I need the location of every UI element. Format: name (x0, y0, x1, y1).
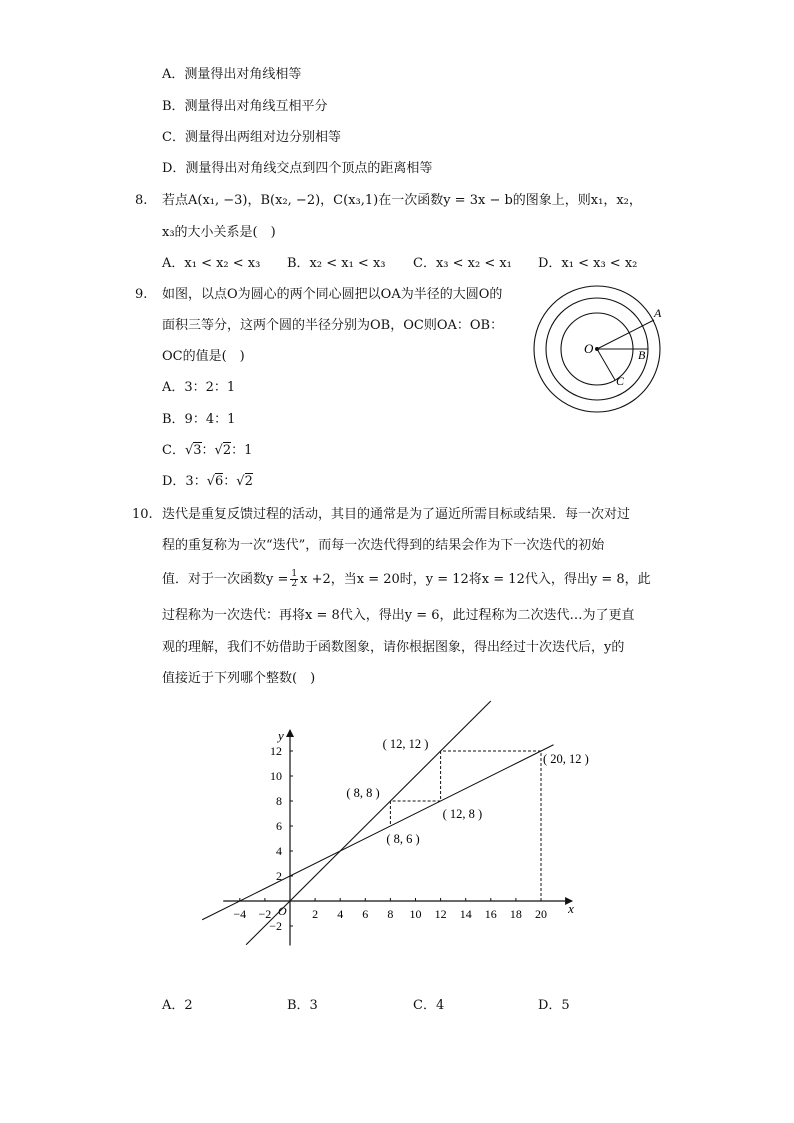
q9-stem-line1: 如图，以点O为圆心的两个同心圆把以OA为半径的大圆O的 (162, 287, 503, 302)
q10-stem-line1: 迭代是重复反馈过程的活动，其目的通常是为了逼近所需目标或结果．每一次对过 (162, 507, 631, 522)
label-o: O (584, 341, 594, 356)
y-tick-label: 10 (270, 769, 282, 783)
x-tick-label: −4 (233, 907, 247, 921)
x-tick-label: 18 (509, 907, 522, 921)
sqrt-symbol: √ (214, 443, 223, 458)
q10-option-a: A．2 (162, 998, 193, 1013)
option-prefix: D．3： (162, 474, 207, 489)
q10-stem-line3 (162, 570, 651, 589)
q7-option-c: C．测量得出两组对边分别相等 (162, 130, 341, 145)
point-label: ( 12, 12 ) (382, 737, 429, 751)
x-tick-label: 10 (409, 907, 422, 921)
x-tick-label: 20 (535, 907, 547, 921)
sqrt-symbol: √ (236, 474, 245, 489)
x-tick-label: 2 (312, 907, 319, 921)
q8-stem-line1: 若点A(x₁, −3)，B(x₂, −2)，C(x₃,1)在一次函数y = 3x − b的图象上，则x₁，x₂， (162, 193, 642, 208)
x-tick-label: 12 (434, 907, 447, 921)
q9-stem-line2: 面积三等分，这两个圆的半径分别为OB，OC则OA：OB： (162, 318, 504, 333)
fraction (290, 570, 298, 589)
q8-option-d: D．x₁ < x₃ < x₂ (538, 256, 638, 271)
point-label: ( 20, 12 ) (543, 752, 589, 766)
x-tick-label: 8 (387, 907, 394, 921)
option-prefix: C． (162, 443, 185, 458)
stem-text: x +2，当x = 20时，y = 12将x = 12代入，得出y = 8，此 (300, 572, 651, 587)
radicand: 6 (215, 474, 224, 489)
sqrt-symbol: √ (206, 474, 215, 489)
radius-oc (597, 349, 615, 380)
y-tick-label: 12 (270, 744, 282, 758)
ratio-separator: ： (201, 443, 215, 458)
q8-number: 8. (135, 193, 148, 208)
iteration-graph (190, 700, 590, 970)
q7-option-d: D．测量得出对角线交点到四个顶点的距离相等 (162, 161, 433, 176)
x-axis-label: x (568, 901, 574, 916)
q10-stem-line4: 过程称为一次迭代：再将x = 8代入，得出y = 6，此过程称为二次迭代…为了更直 (162, 608, 635, 623)
q8-stem-line2: x₃的大小关系是( ) (162, 225, 276, 240)
center-point (595, 347, 599, 351)
origin-label: O (278, 904, 287, 918)
q9-option-b: B．9：4：1 (162, 412, 236, 427)
q8-option-b: B．x₂ < x₁ < x₃ (287, 256, 386, 271)
q8-option-a: A．x₁ < x₂ < x₃ (162, 256, 261, 271)
x-tick-label: −2 (258, 907, 272, 921)
ratio-separator: ：1 (231, 443, 253, 458)
concentric-circles-figure (530, 282, 670, 422)
y-tick-label: 2 (276, 869, 282, 883)
q9-option-d (162, 474, 253, 490)
q9-stem-line3: OC的值是( ) (162, 349, 245, 364)
point-label: ( 8, 6 ) (386, 832, 420, 846)
line-half-x-plus-2 (202, 745, 553, 920)
radicand: 2 (244, 474, 253, 489)
label-a: A (654, 306, 662, 320)
y-tick-label: 6 (276, 819, 282, 833)
q7-option-b: B．测量得出对角线互相平分 (162, 99, 328, 114)
q10-option-d: D．5 (538, 998, 570, 1013)
stem-text: 值．对于一次函数y = (162, 572, 289, 587)
x-tick-label: 16 (484, 907, 497, 921)
radicand: 3 (193, 443, 202, 458)
q10-stem-line5: 观的理解，我们不妨借助于函数图象，请你根据图象，得出经过十次迭代后，y的 (162, 640, 625, 655)
fraction-numerator: 1 (291, 569, 298, 579)
q9-option-a: A．3：2：1 (162, 380, 236, 395)
q10-stem-line2: 程的重复称为一次“迭代”，而每一次迭代得到的结果会作为下一次迭代的初始 (162, 538, 605, 553)
y-tick-label: 8 (276, 794, 282, 808)
y-tick-label: −2 (269, 919, 282, 933)
q9-option-c (162, 443, 252, 459)
label-c: C (616, 374, 625, 388)
q10-number: 10. (132, 507, 153, 522)
x-tick-label: 14 (459, 907, 472, 921)
x-tick-label: 4 (337, 907, 344, 921)
y-axis-label: y (278, 728, 284, 743)
q10-stem-line6: 值接近于下列哪个整数( ) (162, 671, 316, 686)
point-label: ( 8, 8 ) (346, 786, 380, 800)
y-tick-label: 4 (276, 844, 282, 858)
label-b: B (638, 348, 646, 362)
point-label: ( 12, 8 ) (442, 807, 483, 821)
sqrt-symbol: √ (184, 443, 194, 458)
q10-option-b: B．3 (287, 998, 318, 1013)
q10-option-c: C．4 (413, 998, 445, 1013)
q7-option-a: A．测量得出对角线相等 (162, 67, 302, 82)
q8-option-c: C．x₃ < x₂ < x₁ (413, 256, 512, 271)
radicand: 2 (222, 443, 232, 458)
q9-number: 9. (135, 287, 148, 302)
ratio-separator: ： (223, 474, 237, 489)
fraction-denominator: 2 (291, 579, 298, 589)
x-tick-label: 6 (362, 907, 369, 921)
